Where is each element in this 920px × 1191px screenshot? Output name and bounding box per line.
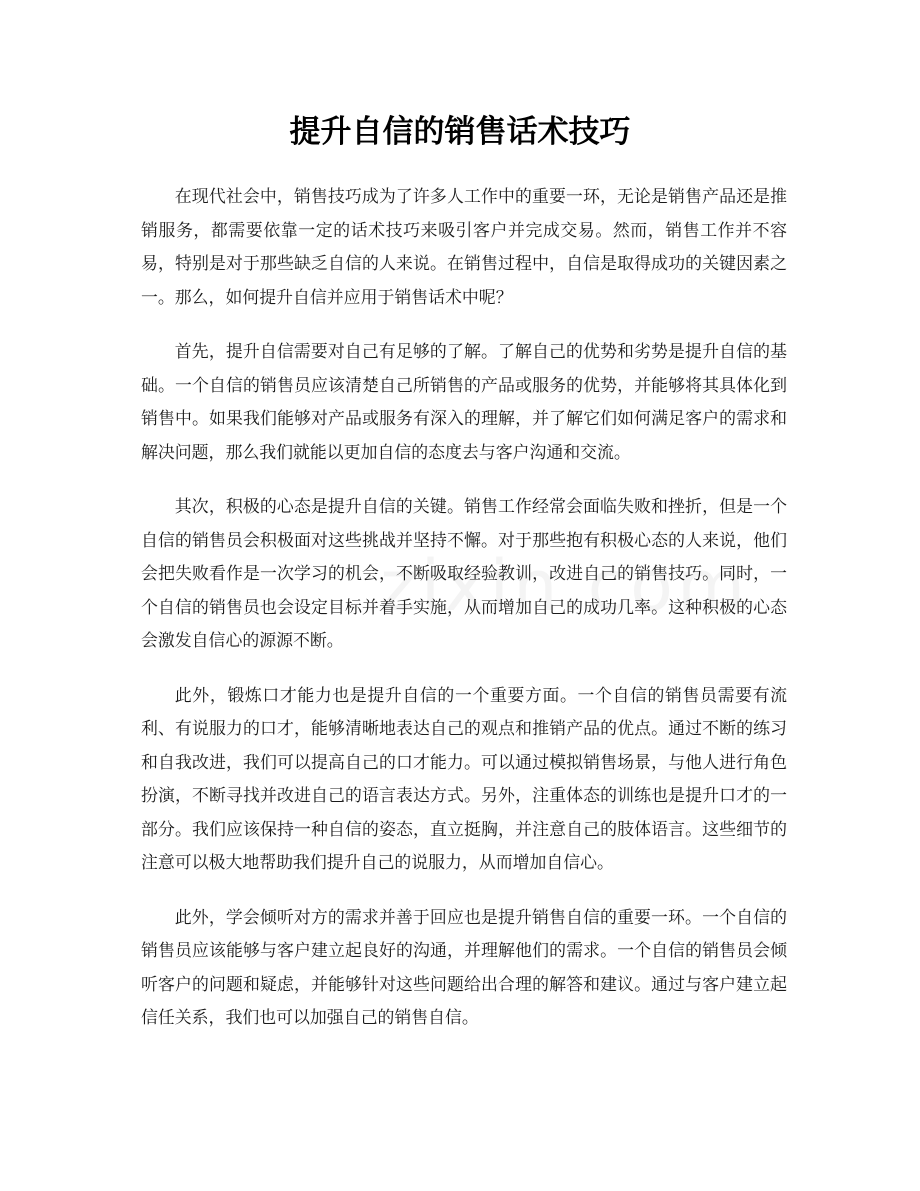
document-title: 提升自信的销售话术技巧 [289, 114, 631, 150]
paragraph-intro: 在现代社会中，销售技巧成为了许多人工作中的重要一环，无论是销售产品还是推销服务，都需要依靠一定的话术技巧来吸引客户并完成交易。然而，销售工作并不容易，特别是对于那些缺乏自信的人来说。在销售过程中，自信是取得成功的关键因素之一。那么，如何提升自信并应用于销售话术中呢？ [141, 186, 787, 307]
paragraph-positive-attitude: 其次，积极的心态是提升自信的关键。销售工作经常会面临失败和挫折，但是一个自信的销售员会积极面对这些挑战并坚持不懈。对于那些抱有积极心态的人来说，他们会把失败看作是一次学习的机会，不断吸取经验教训，改进自己的销售技巧。同时，一个自信的销售员也会设定目标并着手实施，从而增加自己的成功几率。这种积极的心态会激发自信心的源源不断。 [141, 496, 787, 650]
document-body [141, 180, 787, 1056]
paragraph-eloquence: 此外，锻炼口才能力也是提升自信的一个重要方面。一个自信的销售员需要有流利、有说服力的口才，能够清晰地表达自己的观点和推销产品的优点。通过不断的练习和自我改进，我们可以提高自己的口才能力。可以通过模拟销售场景，与他人进行角色扮演，不断寻找并改进自己的语言表达方式。另外，注重体态的训练也是提升口才的一部分。我们应该保持一种自信的姿态，直立挺胸，并注意自己的肢体语言。这些细节的注意可以极大地帮助我们提升自己的说服力，从而增加自信心。 [141, 684, 787, 872]
paragraph-self-knowledge: 首先，提升自信需要对自己有足够的了解。了解自己的优势和劣势是提升自信的基础。一个自信的销售员应该清楚自己所销售的产品或服务的优势，并能够将其具体化到销售中。如果我们能够对产品或服务有深入的理解，并了解它们如何满足客户的需求和解决问题，那么我们就能以更加自信的态度去与客户沟通和交流。 [141, 341, 787, 462]
paragraph-listening: 此外，学会倾听对方的需求并善于回应也是提升销售自信的重要一环。一个自信的销售员应该能够与客户建立起良好的沟通，并理解他们的需求。一个自信的销售员会倾听客户的问题和疑虑，并能够针对这些问题给出合理的解答和建议。通过与客户建立起信任关系，我们也可以加强自己的销售自信。 [141, 906, 787, 1027]
